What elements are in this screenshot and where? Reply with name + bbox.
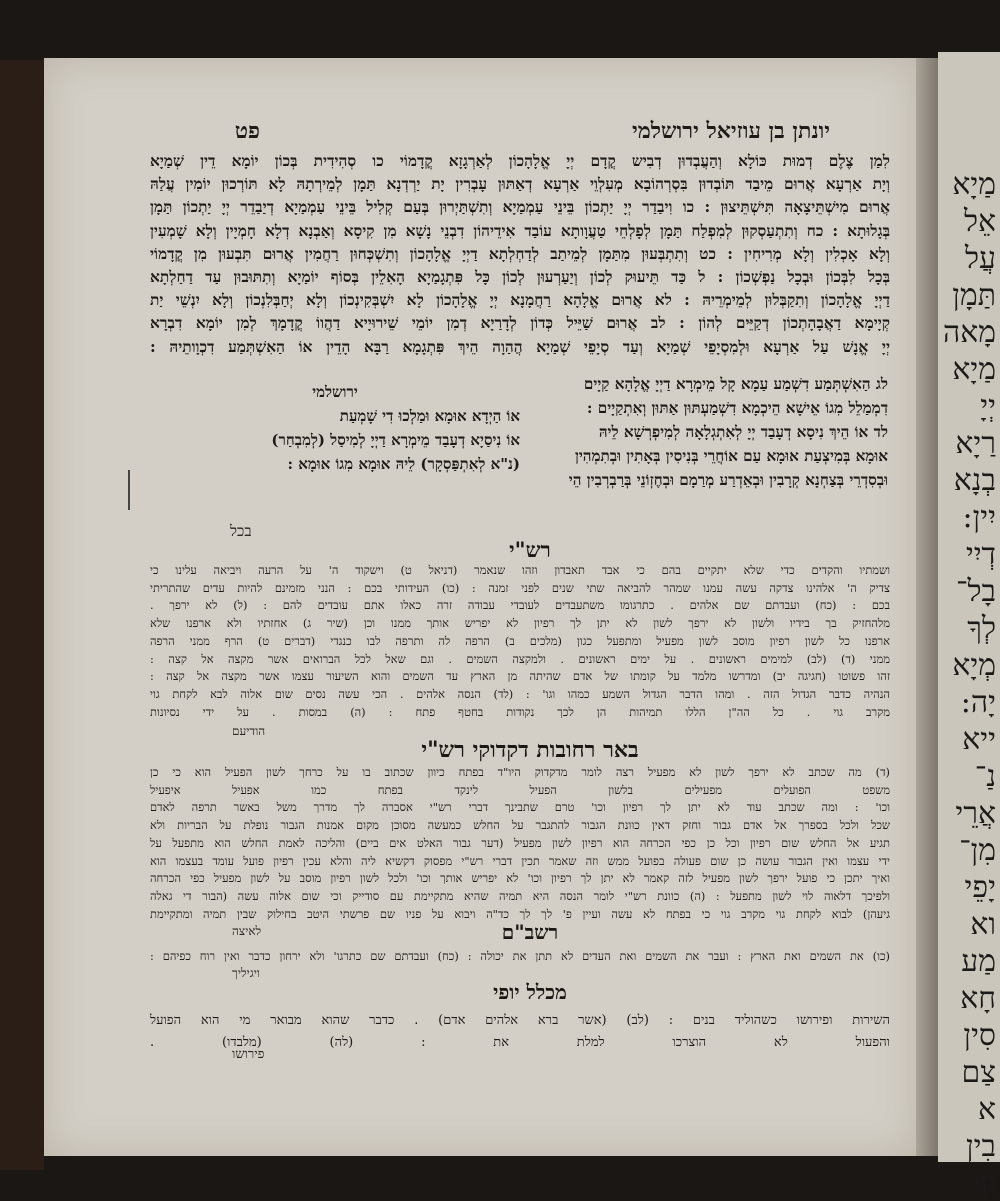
yerushalmi-title: ירושלמי (312, 383, 358, 401)
beur-line: ואיך יתכן כי פועל ירפך לשון מפעיל לזה קאמר לא יתן לך רפיון וכו' לא יפריש אותך וכו' ולכל לשון רפיון מוסב על לשון מפעיל כפי הכרחה (150, 871, 890, 886)
targum-line: דַיְיָ אֱלָהָכוֹן וְתִקַבְּלוּן לְמֵימְרֵיהּ : לא אֲרוּם אֱלָהָא רַחֲמָנָא יְיָ אֱלָהָכוֹן לָא יִשְׁבְּקִינְכוֹן וְלָא יְחַבְּלִנְכוֹן וְלָא יִנְשֵׁי יַת (150, 291, 890, 310)
adjacent-page-line: יָה: (960, 685, 996, 720)
rashbam-line: (כו) את השמים ואת הארץ : ועבר את השמים ואת העדים לא תתן את יכולה : (כח) ועבדתם שם כתרגו' ולא ירחון כדבר ואין רוח כפיהם : (150, 949, 890, 963)
adjacent-page-line: מַע (961, 944, 996, 979)
yerushalmi-line: אוֹ נִיסַיָא דְעָבַד מֵימְרָא דַיְיָ לְמִיסַל (לְמִבְחַר) (271, 431, 520, 449)
adjacent-page-line: צַם (961, 1055, 996, 1090)
rashi-line: צדיק ה' אלהינו צדקה עשה עמנו שמהר להביאה שתי שנים לפני זמנה : (כו) העידותי בכם : הנני מזמינם להיות עדים שהתריתי (150, 580, 890, 595)
adjacent-page-line: בָל־ (956, 574, 996, 609)
targum-column-line: לד אוֹ הֵיךְ נִיסָא דְעָבַד יְיָ לְאִתְגְלָאָה לְמִיפְרְשָׁא לֵיהּ (598, 423, 888, 441)
yerushalmi-line: אוֹ הַיְדָא אוּמָא וּמַלְכוּ דִי שָׁמְעַת (339, 407, 520, 425)
targum-line: וְלָא אָכְלִין וְלָא מְרִיחִין : כט וְתִתְבְּעוּן מִתַּמָן לְמֵיתַב לְדַחְלְתָא דַיְיָ אֱלָהָכוֹן וְתִשְׁכְּחוּן רַחֲמִין אֲרוּם תִּבְעוּן מִן קֳדָמוֹי (150, 244, 890, 263)
adjacent-page-line: מִן־ (959, 833, 996, 868)
catchword-main: בכל (230, 522, 252, 540)
adjacent-page-line: מְיָא (952, 648, 996, 683)
rashi-line: זהו פשוטו (חגיגה יב) ומדרשו מלמד על קומתו של אדם שהיתה מן הארץ עד השמים והוא השיעור עצמו אשר מקצה אל קצה : (150, 669, 890, 684)
beur-line: ידי עצמו ואין הגבור עושה כן שום פעולה בפועל ממש וזה שאמר תכין דברי רש"י מפסוק דקשיא ליה והלא עכין רפיון פועל עומד בעצמו הוא (150, 853, 890, 868)
adjacent-page-line: א (977, 1092, 996, 1127)
targum-column-line: דִמְמַלֵל מִגוֹ אֵישָׁא הֵיכְמָא דִשְׁמַעְתּוּן אַתּוּן וְאִתְקַיָים : (586, 399, 888, 417)
targum-line: קְיָימָא דַאֲבָהָתְכוֹן דְקַיֵּים לְהוֹן : לב אֲרוּם שַׁיֵּיל כְּדוֹן לְדָרַיָא דְמִן יוֹמֵי שֵׁירוּיָיא דַהֲווֹ קֳדָמָךְ לְמִן יוֹמָא דִבְרָא (150, 314, 890, 333)
rashi-catchword: הודיעם (232, 724, 266, 738)
adjacent-page-line: רַיָא (955, 426, 996, 461)
adjacent-page-line: חָא (960, 981, 996, 1016)
beur-line: (ד) מה שכתב לא ירפך לשון לא מפעיל רצה לומר מדקדוק היו"ד בפתח כיוון שכתוב בו על כרחך לשון הפעיל הוא כי כן (150, 765, 890, 779)
adjacent-page-line: וא (970, 907, 996, 942)
adjacent-page-line: מַיָא (952, 167, 996, 202)
rashbam-commentary (150, 948, 890, 966)
rashi-commentary (150, 562, 890, 721)
adjacent-page-fragment (938, 52, 1000, 1201)
targum-continuation-column (530, 372, 888, 492)
adjacent-page-line: נַ־ (974, 759, 996, 794)
running-header (60, 118, 830, 148)
beur-title: באר רחובות דקדוקי רש"י (421, 737, 639, 763)
adjacent-page-line: תַּמָן (952, 278, 996, 313)
adjacent-page-line: לְךָ (967, 611, 996, 646)
rashi-line: הנהיה כדבר הגדול הזה . ומהו הדבר הגדול השמע כמהו וגו' : (לד) הנסה אלהים . הכי עשה נסים שום אלוה לבא לקחת גוי (150, 686, 890, 701)
yerushalmi-column (150, 380, 520, 476)
rashi-line: ממני (ד) (לב) למימים ראשונים . על ימים ראשונים . ולמקצה השמים . וגם שאל לכל הברואים אשר מקצה אל קצה : (150, 651, 890, 666)
rashi-line: ושמתיו והקדים כדי שלא יתקיים בהם כי אבד תאבדון וזהו שנאמר (דניאל ט) וישקוד ה' על הרעה ויביאה עלינו כי (150, 563, 890, 577)
adjacent-page-line: אֲרֵי (955, 796, 996, 831)
beur-line: גיעהן) לבוא לקחת גוי מקרב גוי כי בפתח לא עשה ועיין פ' לך לך כד"ה ויבוא על פניו שם פרשתי היטב בחילוק שבין תמיה ומתקיימת (150, 906, 890, 921)
page-gutter (916, 58, 938, 1156)
beur-catchword: לאיצה (232, 924, 262, 938)
michlal-line: השירות ופירושו כשהוליד בנים : (לב) (אשר ברא אלהים אדם) . כדבר שהוא מבואר מי הוא הפועל (150, 1013, 890, 1028)
targum-column-line: וּבְסִדְרֵי בְּצַחְנָא קְרָבִין וּבְאֵדְרַע מְרַמָם וּבְחֶזְוֹנֵי בְּרַבְרְבִין הֵי (568, 471, 888, 489)
adjacent-page-line: יָפֵי (964, 870, 996, 905)
rashi-line: מקרב גוי . כל הה"ן הללו תמיהות הן לכך נקודות בחטף פתח : (ה) במסות . על ידי נסיונות (150, 704, 890, 719)
folio-number: פט (234, 118, 260, 144)
adjacent-page-line: יְיָ (980, 389, 996, 424)
adjacent-page-line: אֵל (963, 204, 996, 239)
beur-line: שכל ולכל בספרך אל אדם גבור וחזק דאין כוונת הגבור להתגבר על החלש כמעשה מסוכן מקום אמנות הגבור נופלת על הבריות ולא (150, 818, 890, 833)
targum-line: בְּגָלוּתָא : כח וְתִתְעַסְקוּן לְמִפְלַח תַּמָן לְפָלְחֵי טַעֲוָותָא עוֹבַד אִידֵיהוֹן דִבְנֵי נָשָׁא מִן קִיסָא וְאַבְנָא דְלָא חָמְיָין וְלָא שָׁמְעִין (150, 221, 890, 240)
michlal-yofi-title: מכלל יופי (493, 980, 567, 1004)
rashi-title: רש"י (509, 537, 551, 562)
adjacent-page-line: מָאה (942, 315, 996, 350)
rashi-line: בכם : (כח) ועבדתם שם אלהים . כתרגומו משתעבדים לעובדי עבודה זרה כאלו אתם עובדים להם : (ל) לא ירפך . (150, 598, 890, 613)
targum-line: בְּכָל לִבְּכוֹן וּבְכָל נַפְשְׁכוֹן : ל כַּד תֵּיעוּק לְכוֹן וְיַעַרְעוּן לְכוֹן כָּל פִּתְגָמַיָא הָאִלֵין בְּסוֹף יוֹמַיָא וְתִתּוּבוּן עַד דַחַלְתָא (150, 267, 890, 286)
adjacent-page-line: סִין (963, 1018, 996, 1053)
beur-line: ולפיכך דלאוה לוי לשון מתפעל : (ה) כוונת רש"י לומר הנסה היא תמיה שהיא מתקיימת עם סודייק וכי שום אלוה עשה (הבור די גאלה (150, 888, 890, 903)
adjacent-page-line: יִין: (962, 500, 996, 535)
targum-block (150, 150, 890, 359)
beur-line: וכו' : ומה שכתב עוד לא יתן לך רפיון וכו' טרם שתבינך דברי רש"י אסברה לך מדרך משל באשר תרפה לאדם (150, 800, 890, 815)
adjacent-page-line: ייא (962, 722, 996, 757)
adjacent-page-line: בְנָא (953, 463, 996, 498)
adjacent-page-line: מַיָא (952, 352, 996, 387)
targum-column-line: אוּמָא בְּמִיצְעַת אוּמָא עַם אוֹחֲרֵי בְּנִיסִין בְּאָתִין וּבְתִמְהִין (574, 447, 888, 465)
adjacent-page-line: בִין (966, 1129, 996, 1164)
rashbam-title: רשב"ם (501, 920, 559, 944)
targum-line: אֲרוּם מִישְׁתֵּיצָאָה תִּישְׁתֵּיצוּן : כו וִיבַדַר יְיָ יַתְכוֹן בֵּינֵי עַמְמַיָא וְתִשְׁתַּיְרוּן בְּעַם קְלִיל בֵּינֵי עַמְמַיָא דְיַבַדֵר יְיָ יַתְכוֹן תַּמָן (150, 198, 890, 217)
beur-commentary (150, 764, 890, 923)
beur-line: תגיע אל החלש שום רפיון וכל כן כפי הכרחה הוא רפיון לשון מפעיל (דער גבור האלט אים ביים) והליכה לאמת החלש הוא מתפעל על (150, 835, 890, 850)
book-spine-edge (0, 60, 44, 1170)
michlal-line: והפעול לא הוצרכו למלת את : (לה) (מלבדו) . (150, 1035, 890, 1050)
targum-line: לִמַן צֶלֶם דְמוּת כּוֹלָא וְהַעֲבְדוּן דְבִיש קֳדָם יְיָ אֱלָהָכוֹן לְאַרְגָזָא קֳדָמוֹי כו סְהִידִית בְּכוֹן יוֹמָא דֵין שְׁמַיָא (150, 152, 890, 170)
rashbam-catchword: ויגיליך (232, 966, 260, 980)
adjacent-page-line: וּן: (970, 1166, 996, 1201)
running-head: יונתן בן עוזיאל ירושלמי (631, 118, 830, 144)
adjacent-page-line: עֲל (964, 241, 996, 276)
rashi-line: מלהחזיק בך בידיו ולשון לא ירפך לשון לא יתן לך רפיון לא יפריש אותך ממנו וכן (שיר ג) אחזתיו ולא ארפנו שלא (150, 616, 890, 631)
targum-line: וְיָת אַרְעָא אֲרוּם מֵיבַד תּוֹבְדוּן בִּסְרְהוֹבָא מְעִלְוֵי אַרְעָא דְאַתּוּן עָבְרִין יָת יַרְדְנָא תַּמָן לְמֵירְתָהּ לָא תּוֹרְכוּן יוֹמִין עֲלַהּ (150, 175, 890, 194)
rashi-line: ארפנו כל לשון רפיון מוסב לשון מפעיל ומתפעל כגון (מלכים ב) הרפה לה ותרפה לבו כנגדי (דברים ט) הרף ממני הרפה (150, 633, 890, 648)
adjacent-page-line: דְיִי (965, 537, 996, 572)
beur-line: משפט הפועלים מפעילים בלשון הפעיל לינקד בפתח כמו אפעיל איפעיל (150, 782, 890, 797)
michlal-catchword: פירושו (232, 1047, 265, 1062)
margin-mark (128, 470, 136, 510)
yerushalmi-line: (נ"א לְאִתְפַּסְקָר) לֵיהּ אוּמָא מִגוֹ אוּמָא : (287, 455, 520, 473)
targum-line: יְיָ אֱנָשׁ עַל אַרְעָא וּלְמִסְיָפֵי שְׁמַיָא וְעַד סְיָפֵי שְׁמַיָא הֲהַוָה הֵיךְ פִּתְגָמָא רַבָּא הָדֵין אוֹ הַאִשְׁתְּמַע דִכְוָותֵיהּ : (150, 337, 890, 356)
targum-column-line: לג הַאִשְׁתְּמַע דִשְׁמַע עַמָא קָל מֵימְרָא דַיְיָ אֱלָהָא קַיָים (583, 375, 888, 393)
